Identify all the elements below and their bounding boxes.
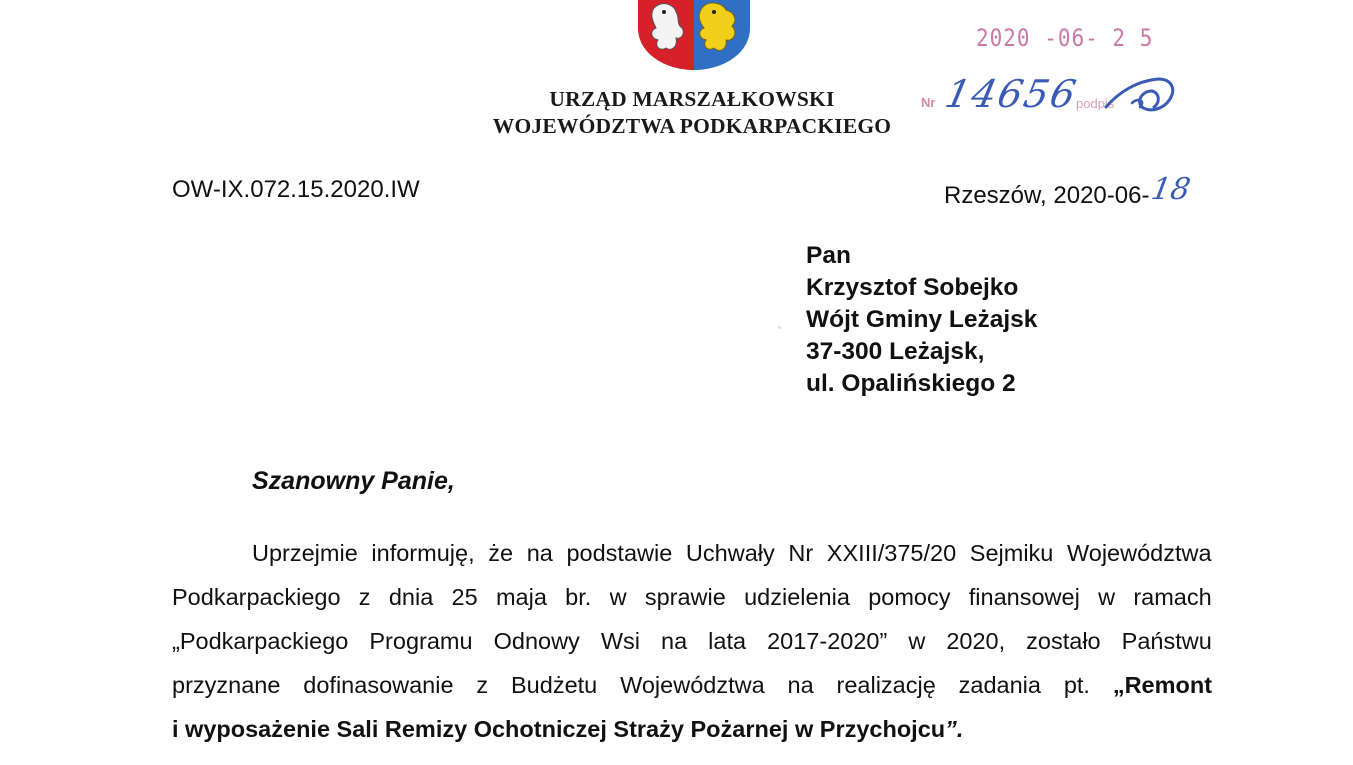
recipient-address <box>806 240 1037 400</box>
office-name-line1: URZĄD MARSZAŁKOWSKI <box>549 87 835 111</box>
task-title-end: i wyposażenie Sali Remizy Ochotniczej Straży Pożarnej w Przychojcu <box>172 716 946 742</box>
coat-of-arms-emblem <box>636 0 752 70</box>
task-title-start: „Remont <box>1112 672 1213 698</box>
body-text: Uprzejmie informuję, że na podstawie Uchwały Nr XXIII/375/20 Sejmiku Województwa <box>252 540 1212 566</box>
body-line-4-text: przyznane dofinasowanie z Budżetu Województwa na realizację zadania pt. <box>172 672 1090 698</box>
body-line-4 <box>172 672 1212 699</box>
stamp-signature-label: podpis <box>1076 96 1115 111</box>
salutation: Szanowny Panie, <box>252 467 455 495</box>
recipient-line: 37-300 Leżajsk, <box>806 338 985 365</box>
stamp-number-handwritten: 14656 <box>941 72 1082 116</box>
task-title-closing-quote: ”. <box>945 716 964 742</box>
handwritten-initials-icon <box>1102 73 1178 117</box>
body-line-3: „Podkarpackiego Programu Odnowy Wsi na lata 2017-2020” w 2020, zostało Państwu <box>172 628 1212 654</box>
office-header <box>460 86 924 140</box>
letter-date-prefix: Rzeszów, 2020-06- <box>944 182 1150 209</box>
letter-date <box>944 172 1194 211</box>
body-line-5 <box>172 716 963 743</box>
body-line-1-text <box>252 540 1212 567</box>
stamp-received-date: 2020 -06- 2 5 <box>976 24 1154 52</box>
stamp-number-label: Nr <box>921 95 936 110</box>
letter-date-day-handwritten: 18 <box>1149 172 1194 207</box>
office-name-line2: WOJEWÓDZTWA PODKARPACKIEGO <box>492 114 892 138</box>
scan-speck <box>778 326 781 329</box>
body-line-1 <box>252 540 1212 567</box>
recipient-line: Pan <box>806 242 851 269</box>
recipient-line: Krzysztof Sobejko <box>806 274 1019 301</box>
recipient-line: Wójt Gminy Leżajsk <box>806 306 1038 333</box>
letter-reference-number: OW-IX.072.15.2020.IW <box>172 176 420 203</box>
recipient-line: ul. Opalińskiego 2 <box>806 370 1016 397</box>
body-line-2: Podkarpackiego z dnia 25 maja br. w sprawie udzielenia pomocy finansowej w ramach <box>172 584 1212 610</box>
